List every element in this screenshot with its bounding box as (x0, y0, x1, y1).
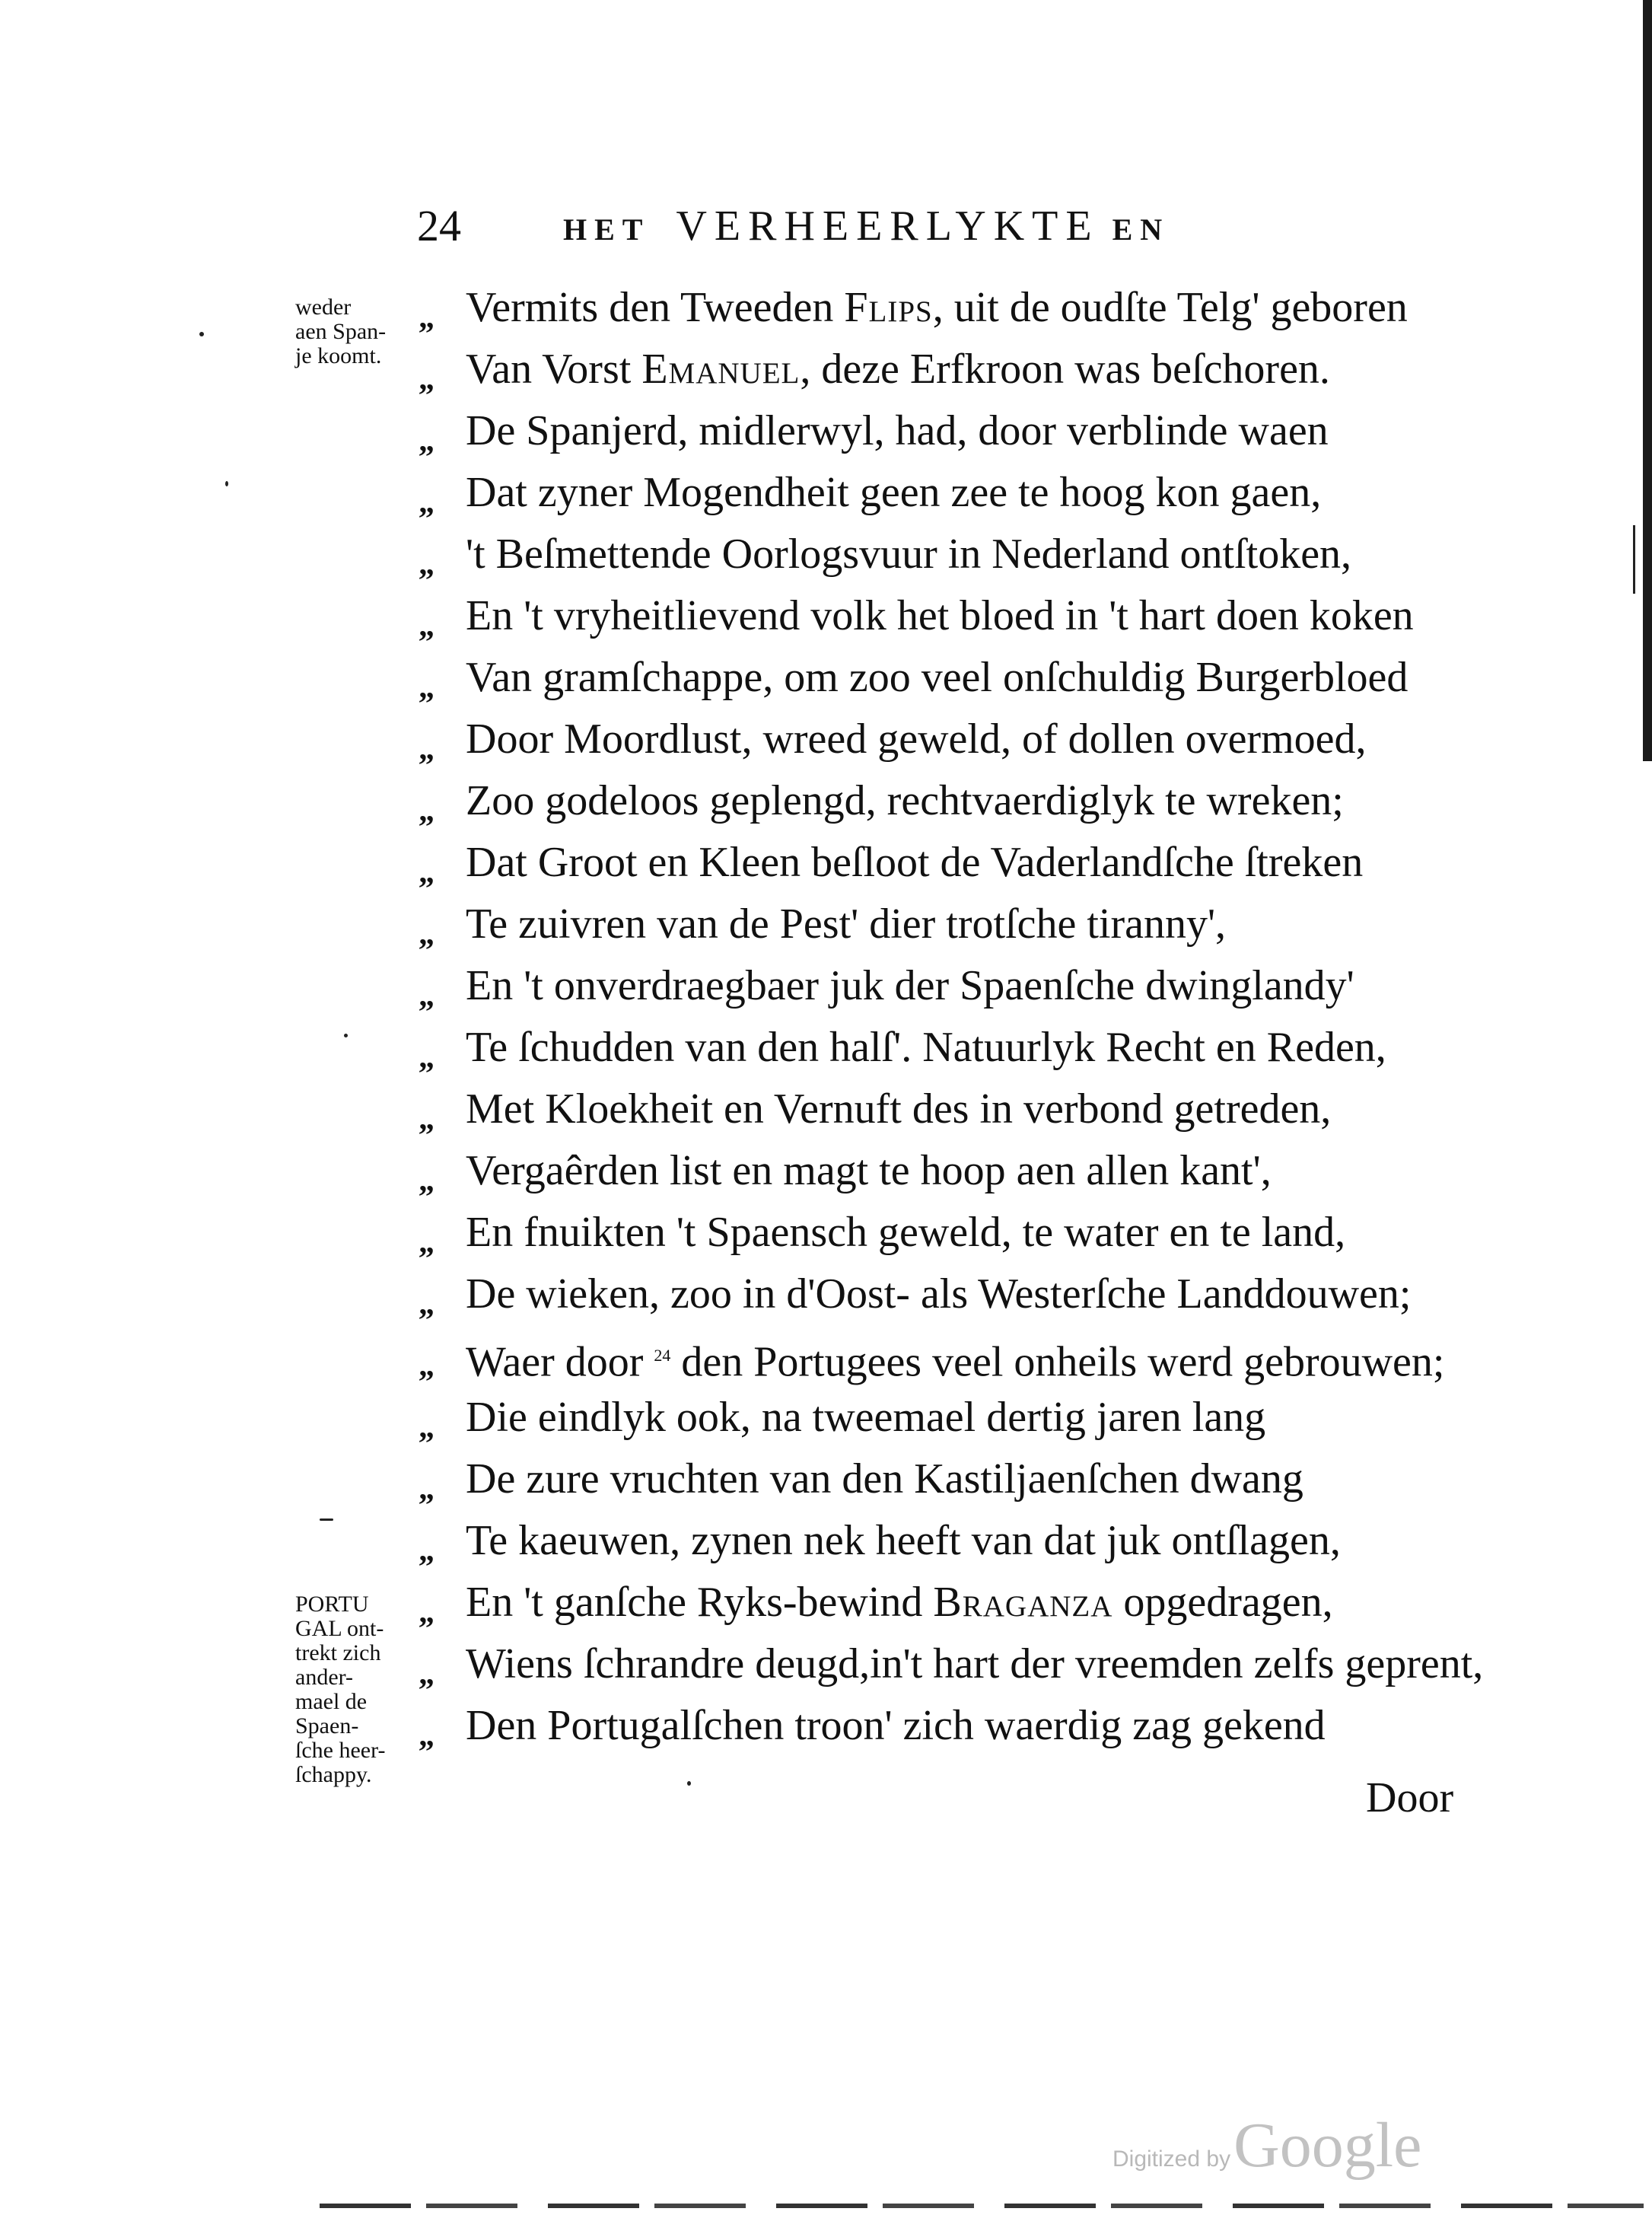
verse-text (466, 897, 1226, 951)
verse-line (0, 1082, 1652, 1143)
quote-mark: „ (419, 423, 434, 458)
margin-note-line: trekt zich (295, 1640, 381, 1665)
catchword: Door (1366, 1774, 1454, 1821)
proper-name: Braganza (933, 1579, 1113, 1626)
verse-text-part: Vermits den Tweeden (466, 284, 845, 331)
verse-line (0, 773, 1652, 835)
speck (687, 1781, 691, 1786)
verse-line (0, 465, 1652, 527)
verse-text (466, 1390, 1265, 1445)
quote-mark: „ (419, 855, 434, 890)
verse-text (466, 465, 1321, 520)
quote-mark: „ (419, 1163, 434, 1198)
verse-text (466, 1143, 1272, 1198)
quote-mark: „ (419, 1533, 434, 1568)
quote-mark: „ (419, 1595, 434, 1630)
verse-text (466, 1698, 1326, 1753)
quote-mark: „ (419, 978, 434, 1013)
verse-text (466, 1267, 1411, 1321)
quote-mark: „ (419, 547, 434, 582)
quote-mark: „ (419, 1040, 434, 1075)
verse-block (0, 280, 1652, 1760)
verse-line (0, 527, 1652, 588)
verse-line (0, 588, 1652, 650)
verse-text-part: Waer door (466, 1338, 654, 1386)
verse-text-part: Met Kloekheit en Vernuft des in verbond getreden, (466, 1085, 1332, 1133)
verse-text (466, 1575, 1333, 1630)
verse-text (466, 588, 1414, 643)
verse-text-part: Zoo godeloos geplengd, rechtvaerdiglyk te wreken; (466, 777, 1344, 824)
quote-mark: „ (419, 1718, 434, 1753)
footnote-ref: 24 (654, 1346, 671, 1365)
verse-text (466, 1020, 1386, 1075)
quote-mark: „ (419, 1656, 434, 1691)
verse-line (0, 1636, 1652, 1698)
verse-line (0, 1328, 1652, 1390)
verse-line (0, 835, 1652, 897)
verse-text (466, 958, 1354, 1013)
margin-note-line: PORTU (295, 1592, 369, 1617)
margin-note-line: ander- (295, 1665, 354, 1690)
speck (199, 332, 204, 336)
digitized-watermark (1112, 2108, 1421, 2182)
speck (320, 1519, 333, 1521)
verse-text-part: En 't onverdraegbaer juk der Spaenſche dwinglandy' (466, 962, 1354, 1009)
verse-line (0, 1698, 1652, 1760)
quote-mark: „ (419, 1348, 434, 1383)
margin-note-line: ſche heer- (295, 1738, 386, 1763)
verse-line (0, 1513, 1652, 1575)
verse-text (466, 1452, 1303, 1506)
margin-note-line: je koomt. (295, 343, 382, 368)
quote-mark: „ (419, 916, 434, 951)
verse-line (0, 1452, 1652, 1513)
verse-text-part: Vergaêrden list en magt te hoop aen allen kant', (466, 1147, 1272, 1194)
speck (344, 1034, 348, 1037)
verse-line (0, 403, 1652, 465)
verse-line (0, 712, 1652, 773)
quote-mark: „ (419, 731, 434, 766)
verse-line (0, 1390, 1652, 1452)
verse-line (0, 1205, 1652, 1267)
verse-text-part: Door Moordlust, wreed geweld, of dollen overmoed, (466, 715, 1367, 763)
quote-mark: „ (419, 362, 434, 397)
verse-line (0, 650, 1652, 712)
scan-bottom-edge (320, 2204, 1644, 2208)
verse-text-part: Te zuivren van de Pest' dier trotſche tiranny', (466, 900, 1227, 948)
header-en: EN (1112, 212, 1170, 247)
speck (225, 481, 228, 486)
header-title: VERHEERLYKTE (676, 202, 1100, 250)
verse-text (466, 280, 1408, 335)
margin-note-line: weder (295, 295, 352, 320)
margin-note-line: aen Span- (295, 319, 387, 344)
quote-mark: „ (419, 1286, 434, 1321)
verse-line (0, 1267, 1652, 1328)
verse-text-part: Van Vorst (466, 346, 642, 393)
quote-mark: „ (419, 793, 434, 828)
verse-text-part: En 't vryheitlievend volk het bloed in 't hart doen koken (466, 592, 1414, 639)
verse-text (466, 527, 1351, 582)
verse-text-part: De zure vruchten van den Kastiljaenſchen dwang (466, 1455, 1303, 1503)
quote-mark: „ (419, 1410, 434, 1445)
proper-name: Flips (844, 284, 933, 331)
verse-text-part: opgedragen, (1112, 1579, 1333, 1626)
margin-note-line: Spaen- (295, 1713, 359, 1738)
quote-mark: „ (419, 1471, 434, 1506)
verse-text-part: den Portugees veel onheils werd gebrouwen; (670, 1338, 1445, 1386)
verse-text (466, 1328, 1444, 1390)
verse-line (0, 280, 1652, 342)
verse-text-part: En 't ganſche Ryks-bewind (466, 1579, 934, 1626)
quote-mark: „ (419, 485, 434, 520)
verse-text-part: Te kaeuwen, zynen nek heeft van dat juk ontſlagen, (466, 1517, 1341, 1564)
verse-text (466, 1205, 1345, 1260)
verse-text (466, 403, 1329, 458)
verse-text-part: , deze Erfkroon was beſchoren. (800, 346, 1330, 393)
verse-text-part: De wieken, zoo in d'Oost- als Westerſche Landdouwen; (466, 1270, 1412, 1318)
header-het: HET (563, 212, 651, 247)
verse-text (466, 342, 1330, 397)
verse-text-part: Wiens ſchrandre deugd,in't hart der vreemden zelfs geprent, (466, 1640, 1484, 1687)
verse-text-part: En fnuikten 't Spaensch geweld, te water en te land, (466, 1209, 1346, 1256)
margin-note-line: mael de (295, 1689, 368, 1714)
margin-note-line: ſchappy. (295, 1762, 372, 1787)
proper-name: Emanuel (641, 346, 801, 393)
verse-line (0, 1143, 1652, 1205)
verse-line (0, 342, 1652, 403)
verse-text-part: Te ſchudden van den halſ'. Natuurlyk Recht en Reden, (466, 1024, 1386, 1071)
verse-line (0, 897, 1652, 958)
verse-text (466, 835, 1363, 890)
verse-text (466, 1082, 1331, 1136)
verse-text (466, 1636, 1483, 1691)
quote-mark: „ (419, 1101, 434, 1136)
verse-text-part: Dat Groot en Kleen beſloot de Vaderlandſche ſtreken (466, 839, 1364, 886)
verse-text-part: De Spanjerd, midlerwyl, had, door verblinde waen (466, 407, 1329, 454)
quote-mark: „ (419, 670, 434, 705)
page-number: 24 (417, 201, 461, 250)
quote-mark: „ (419, 608, 434, 643)
verse-text (466, 1513, 1341, 1568)
watermark-prefix: Digitized by (1112, 2146, 1231, 2172)
google-logo: Google (1233, 2110, 1422, 2181)
verse-line (0, 958, 1652, 1020)
quote-mark: „ (419, 1225, 434, 1260)
verse-text (466, 712, 1367, 766)
verse-text-part: 't Beſmettende Oorlogsvuur in Nederland ontſtoken, (466, 531, 1352, 578)
verse-text-part: Den Portugalſchen troon' zich waerdig zag gekend (466, 1702, 1326, 1749)
running-header (563, 199, 1170, 257)
verse-text (466, 650, 1408, 705)
margin-note-line: GAL ont- (295, 1616, 384, 1641)
verse-text (466, 773, 1344, 828)
verse-text-part: Van gramſchappe, om zoo veel onſchuldig Burgerbloed (466, 654, 1408, 701)
verse-text-part: Dat zyner Mogendheit geen zee te hoog kon gaen, (466, 469, 1322, 516)
verse-text-part: Die eindlyk ook, na tweemael dertig jaren lang (466, 1394, 1266, 1441)
verse-text-part: , uit de oudſte Telg' geboren (932, 284, 1408, 331)
verse-line (0, 1020, 1652, 1082)
quote-mark: „ (419, 300, 434, 335)
verse-line (0, 1575, 1652, 1636)
